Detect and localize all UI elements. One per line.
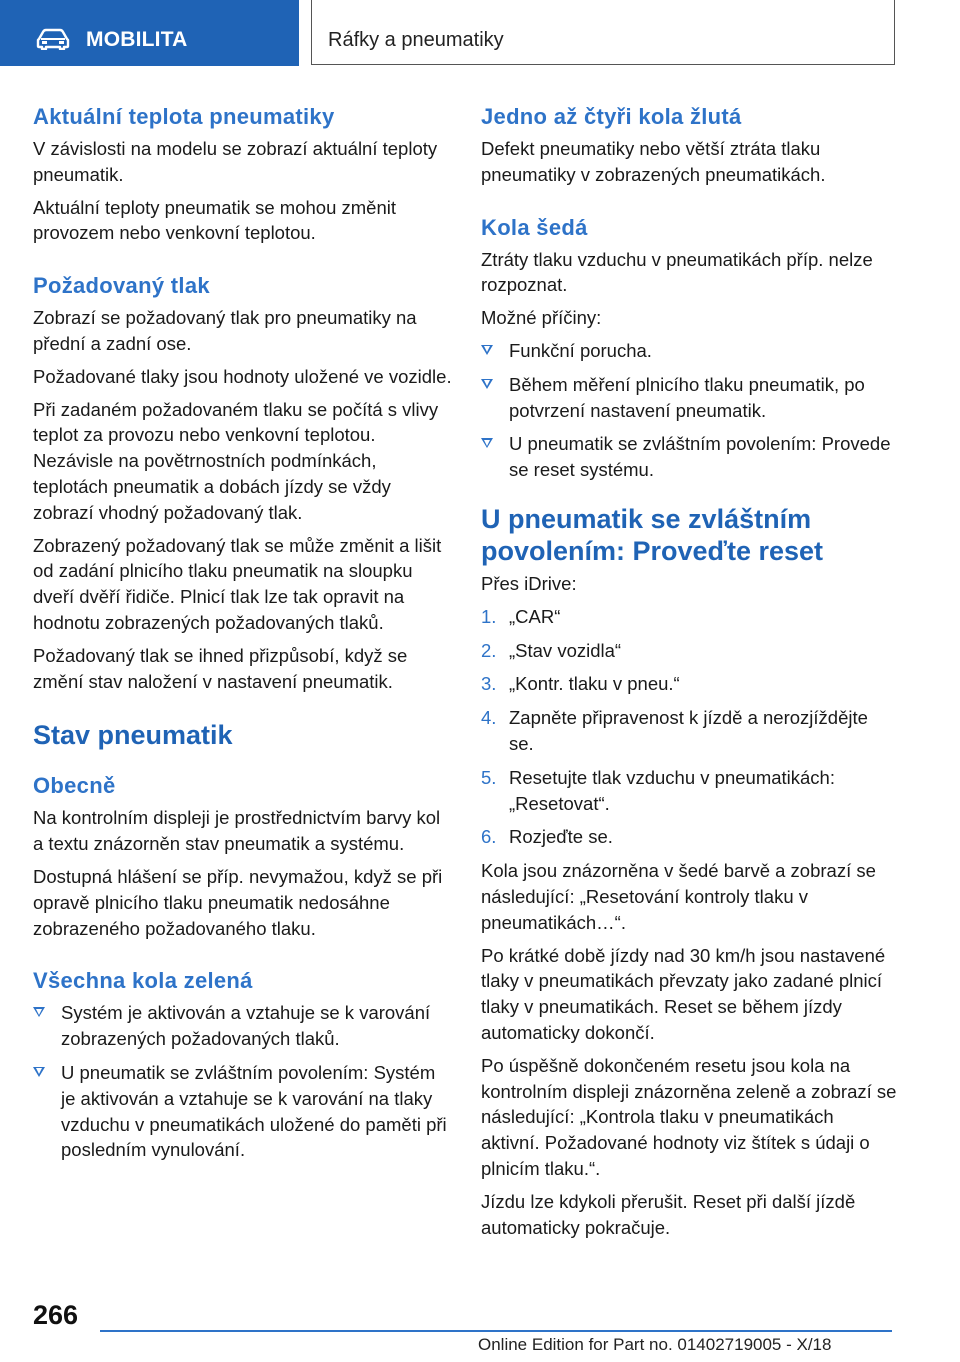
paragraph: Přes iDrive: [481,572,577,594]
footer-rule [100,1330,892,1332]
step-number: 6. [481,826,497,848]
paragraph: Po úspěšně dokončeném resetu jsou kola na kontrolním displeji znázorněna zeleně a zobrazí se následující: „Kontrola tlaku v pneumatikách aktivní. Požadované hodnoty viz štítek s údaji o plnicím tlaku.“. [481,1054,897,1179]
paragraph: Zobrazený požadovaný tlak se může změnit a lišit od zadání plnicího tlaku pneumatik na sloupku dveří dvěří řidiče. Plnicí tlak lze tak opravit na hodnotu zobrazených požadovaných tlaků. [33,534,442,633]
step-number: 4. [481,707,497,729]
step-list [481,604,897,850]
heading-grey-wheels: Kola šedá [481,214,588,240]
triangle-bullet-icon [33,1007,45,1017]
list-item: Funkční porucha. [481,338,897,364]
heading-tyre-status: Stav pneumatik [33,720,233,751]
triangle-bullet-icon [481,379,493,389]
triangle-bullet-icon [481,438,493,448]
step-item: 1. „CAR“ [481,604,897,630]
paragraph: Aktuální teploty pneumatik se mohou změnit provozem nebo venkovní teplotou. [33,196,396,244]
page-header [0,0,960,66]
heading-required-pressure: Požadovaný tlak [33,273,210,299]
list-item: Systém je aktivován a vztahuje se k varování zobrazených požadovaných tlaků. [33,1000,453,1052]
list-item: U pneumatik se zvláštním povolením: Systém je aktivován a vztahuje se k varování na tlaky vzduchu v pneumatikách uložené do paměti při posledním vynulování. [33,1060,453,1163]
edition-footer: Online Edition for Part no. 01402719005 - X/18 [478,1335,832,1354]
triangle-bullet-icon [33,1067,45,1077]
right-column [481,102,897,1247]
page-number: 266 [33,1300,79,1330]
chapter-title: Ráfky a pneumatiky [328,29,504,51]
paragraph: Požadované tlaky jsou hodnoty uložené ve vozidle. [33,365,452,387]
heading-yellow-wheels: Jedno až čtyři kola žlutá [481,104,742,129]
heading-reset: U pneumatik se zvláštním povolením: Proveďte reset [481,503,824,566]
paragraph: Jízdu lze kdykoli přerušit. Reset při další jízdě automaticky pokračuje. [481,1190,856,1238]
step-number: 1. [481,605,497,627]
paragraph: Zobrazí se požadovaný tlak pro pneumatiky na přední a zadní ose. [33,307,417,354]
step-item: 2. „Stav vozidla“ [481,638,897,664]
paragraph: Na kontrolním displeji je prostřednictvím barvy kol a textu znázorněn stav pneumatik a systému. [33,807,441,855]
heading-general: Obecně [33,773,116,799]
list-item: Během měření plnicího tlaku pneumatik, po potvrzení nastavení pneumatik. [481,372,897,424]
paragraph: Ztráty tlaku vzduchu v pneumatikách příp. nelze rozpoznat. [481,248,873,296]
step-number: 5. [481,766,497,788]
list-item: U pneumatik se zvláštním povolením: Provede se reset systému. [481,431,897,483]
step-item: 6. Rozjeďte se. [481,824,897,850]
car-icon [36,28,70,50]
step-item: 5. Resetujte tlak vzduchu v pneumatikách: „Resetovat“. [481,766,835,814]
paragraph: Požadovaný tlak se ihned přizpůsobí, když se změní stav naložení v nastavení pneumatik. [33,644,408,692]
triangle-bullet-icon [481,345,493,355]
step-item: 4. Zapněte připravenost k jízdě a nerozjíždějte se. [481,707,868,754]
step-item: 3. „Kontr. tlaku v pneu.“ [481,671,897,697]
paragraph: V závislosti na modelu se zobrazí aktuální teploty pneumatik. [33,138,438,185]
paragraph: Po krátké době jízdy nad 30 km/h jsou nastavené tlaky v pneumatikách převzaty jako zadané plnicí tlaky v pneumatikách. Reset se během jízdy automaticky dokončí. [481,944,886,1043]
chapter-box [311,0,895,65]
heading-current-temperature: Aktuální teplota pneumatiky [33,104,335,129]
paragraph: Kola jsou znázorněna v šedé barvě a zobrazí se následující: „Resetování kontroly tlaku v pneumatikách…“. [481,860,876,933]
heading-all-wheels-green: Všechna kola zelená [33,968,253,994]
section-label: MOBILITA [86,28,188,51]
section-tab [0,0,299,66]
paragraph: Možné příčiny: [481,307,602,329]
step-number: 3. [481,673,497,695]
paragraph: Defekt pneumatiky nebo větší ztráta tlaku pneumatiky v zobrazených pneumatikách. [481,138,826,185]
paragraph: Dostupná hlášení se příp. nevymažou, když se při opravě plnicího tlaku pneumatik nedosáhne zobrazeného požadovaného tlaku. [33,865,443,939]
bullet-list [481,338,897,483]
bullet-list [33,1000,453,1163]
paragraph: Při zadaném požadovaném tlaku se počítá s vlivy teplot za provozu nebo venkovní teplotou. Nezávisle na povětrnostních podmínkách, teplotách pneumatik a dobách jízdy se vždy zobrazí vhodný požadovaný tlak. [33,398,439,523]
left-column [33,102,453,1171]
step-number: 2. [481,639,497,661]
